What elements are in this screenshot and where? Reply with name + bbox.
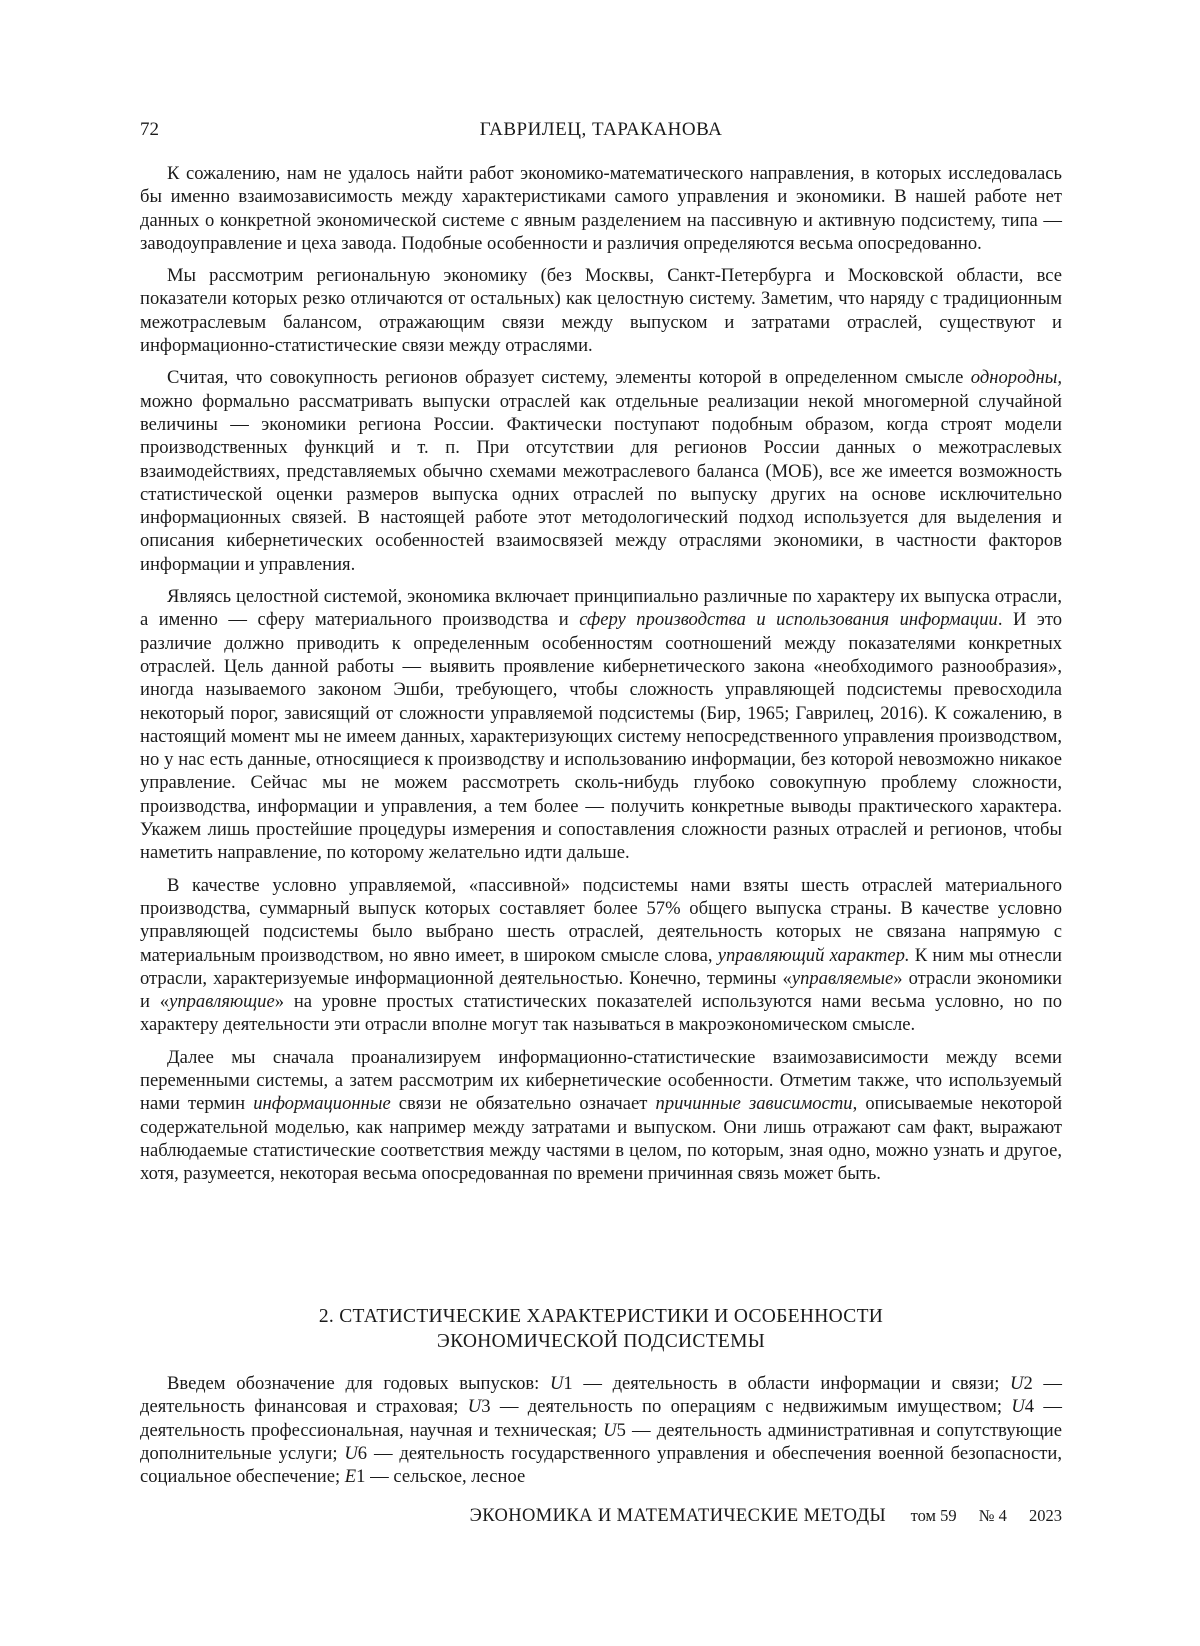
text-run: Являясь целостной системой, экономика включает принципиально различные по характеру их выпуска отрасли, а именно — сферу материального производства и (140, 586, 1062, 630)
paragraph (140, 585, 1062, 865)
text-run: Введем обозначение для годовых выпусков: (167, 1373, 550, 1394)
italic-text: U (344, 1443, 357, 1464)
text-run: 4 — деятельность профессиональная, научная и техническая; (140, 1396, 1062, 1440)
text-run: Далее мы сначала проанализируем информационно-статистические взаимозависимости между всеми переменными системы, а затем рассмотрим их кибернетические особенности. Отметим также, что используемый нами термин (140, 1047, 1062, 1115)
italic-text: управляемые (792, 968, 893, 989)
text-run: » отрасли экономики и « (140, 968, 1062, 1012)
section-heading-line-1: 2. СТАТИСТИЧЕСКИЕ ХАРАКТЕРИСТИКИ И ОСОБЕННОСТИ (140, 1304, 1062, 1329)
text-run: , описываемые некоторой содержательной моделью, как например между затратами и выпуском. Они лишь отражают сам факт, выражают наблюдаемые статистические соответствия между частями в целом, по которым, зная одно, можно узнать и другое, хотя, разумеется, некоторая весьма опосредованная по времени причинная связь может быть. (140, 1093, 1062, 1184)
italic-text: U (603, 1420, 616, 1441)
italic-text: сферу производства и использования информации (579, 609, 998, 630)
italic-text: E (345, 1466, 356, 1487)
text-run: 2 — деятельность финансовая и страховая; (140, 1373, 1062, 1417)
italic-text: U (468, 1396, 481, 1417)
text-run: 1 — деятельность в области информации и связи; (563, 1373, 1010, 1394)
text-run: К сожалению, нам не удалось найти работ экономико-математического направления, в которых исследовалась бы именно взаимозависимость между характеристиками самого управления и экономики. В нашей работе нет данных о конкретной экономической системе с явным разделением на пассивную и активную подсистему, типа — заводоуправление и цеха завода. Подобные особенности и различия определяются весьма опосредованно. (140, 163, 1062, 254)
italic-text: управляющие (169, 991, 275, 1012)
page-header (140, 119, 1062, 147)
text-run: 6 — деятельность государственного управления и обеспечения военной безопасности, социальное обеспечение; (140, 1443, 1062, 1487)
section-heading-line-2: ЭКОНОМИЧЕСКОЙ ПОДСИСТЕМЫ (140, 1329, 1062, 1354)
italic-text: однородны, (971, 367, 1062, 388)
italic-text: управляющий характер. (718, 945, 910, 966)
paragraph (140, 1046, 1062, 1186)
italic-text: U (550, 1373, 563, 1394)
text-run: можно формально рассматривать выпуски отраслей как отдельные реализации некой многомерной случайной величины — экономики региона России. Фактически поступают подобным образом, когда строят модели производственных функций и т. п. При отсутствии для регионов России данных о межотраслевых взаимодействиях, представляемых обычно схемами межотраслевого баланса (МОБ), все же имеется возможность статистической оценки размеров выпуска одних отраслей по выпуску других на основе исключительно информационных связей. В настоящей работе этот методологический подход используется для выделения и описания кибернетических особенностей взаимосвязей между отраслями экономики, в частности факторов информации и управления. (140, 391, 1062, 575)
text-run: 5 — деятельность административная и сопутствующие дополнительные услуги; (140, 1420, 1062, 1464)
paragraph (140, 874, 1062, 1037)
section-heading (140, 1304, 1062, 1354)
text-run: 1 — сельское, лесное (356, 1466, 525, 1487)
italic-text: причинные зависимости (656, 1093, 853, 1114)
text-run: 3 — деятельность по операциям с недвижимым имуществом; (481, 1396, 1011, 1417)
text-run: К ним мы отнесли отрасли, характеризуемые информационной деятельностью. Конечно, термины « (140, 945, 1062, 989)
paragraph (140, 366, 1062, 576)
journal-title: ЭКОНОМИКА И МАТЕМАТИЧЕСКИЕ МЕТОДЫ (470, 1506, 886, 1526)
running-title: ГАВРИЛЕЦ, ТАРАКАНОВА (140, 119, 1062, 141)
italic-text: U (1010, 1373, 1023, 1394)
text-run: В качестве условно управляемой, «пассивной» подсистемы нами взяты шесть отраслей материального производства, суммарный выпуск которых составляет более 57% общего выпуска страны. В качестве условно управляющей подсистемы было выбрано шесть отраслей, деятельность которых не связана напрямую с материальным производством, но явно имеет, в широком смысле слова, (140, 875, 1062, 966)
text-run: » на уровне простых статистических показателей используются нами весьма условно, но по характеру деятельности эти отрасли вполне могут так называться в макроэкономическом смысле. (140, 991, 1062, 1035)
text-run: связи не обязательно означает (391, 1093, 656, 1114)
page-number: 72 (140, 119, 159, 141)
paragraph (140, 1372, 1062, 1488)
article-body (140, 162, 1062, 1194)
italic-text: U (1011, 1396, 1024, 1417)
issue-number: № 4 (979, 1506, 1007, 1525)
page-footer (140, 1506, 1062, 1534)
year: 2023 (1029, 1506, 1062, 1525)
text-run: . И это различие должно приводить к определенным особенностям соотношений между показателями конкретных отраслей. Цель данной работы — выявить проявление кибернетического закона «необходимого разнообразия», иногда называемого законом Эшби, требующего, чтобы сложность управляющей подсистемы превосходила некоторый порог, зависящий от сложности управляемой подсистемы (Бир, 1965; Гаврилец, 2016). К сожалению, в настоящий момент мы не имеем данных, характеризующих систему непосредственного управления производством, но у нас есть данные, относящиеся к производству и использованию информации, без которой невозможно никакое управление. Сейчас мы не можем рассмотреть сколь-нибудь глубоко совокупную проблему сложности, производства, информации и управления, а тем более — получить конкретные выводы практического характера. Укажем лишь простейшие процедуры измерения и сопоставления сложности разных отраслей и регионов, чтобы наметить направление, по которому желательно идти дальше. (140, 609, 1062, 863)
issue-info (911, 1506, 1062, 1525)
text-run: Считая, что совокупность регионов образует систему, элементы которой в определенном смысле (167, 367, 971, 388)
paragraph (140, 264, 1062, 357)
section-body (140, 1372, 1062, 1497)
paragraph (140, 162, 1062, 255)
volume: том 59 (911, 1506, 957, 1525)
italic-text: информационные (253, 1093, 391, 1114)
text-run: Мы рассмотрим региональную экономику (без Москвы, Санкт-Петербурга и Московской области, все показатели которых резко отличаются от остальных) как целостную систему. Заметим, что наряду с традиционным межотраслевым балансом, отражающим связи между выпуском и затратами отраслей, существуют и информационно-статистические связи между отраслями. (140, 265, 1062, 356)
